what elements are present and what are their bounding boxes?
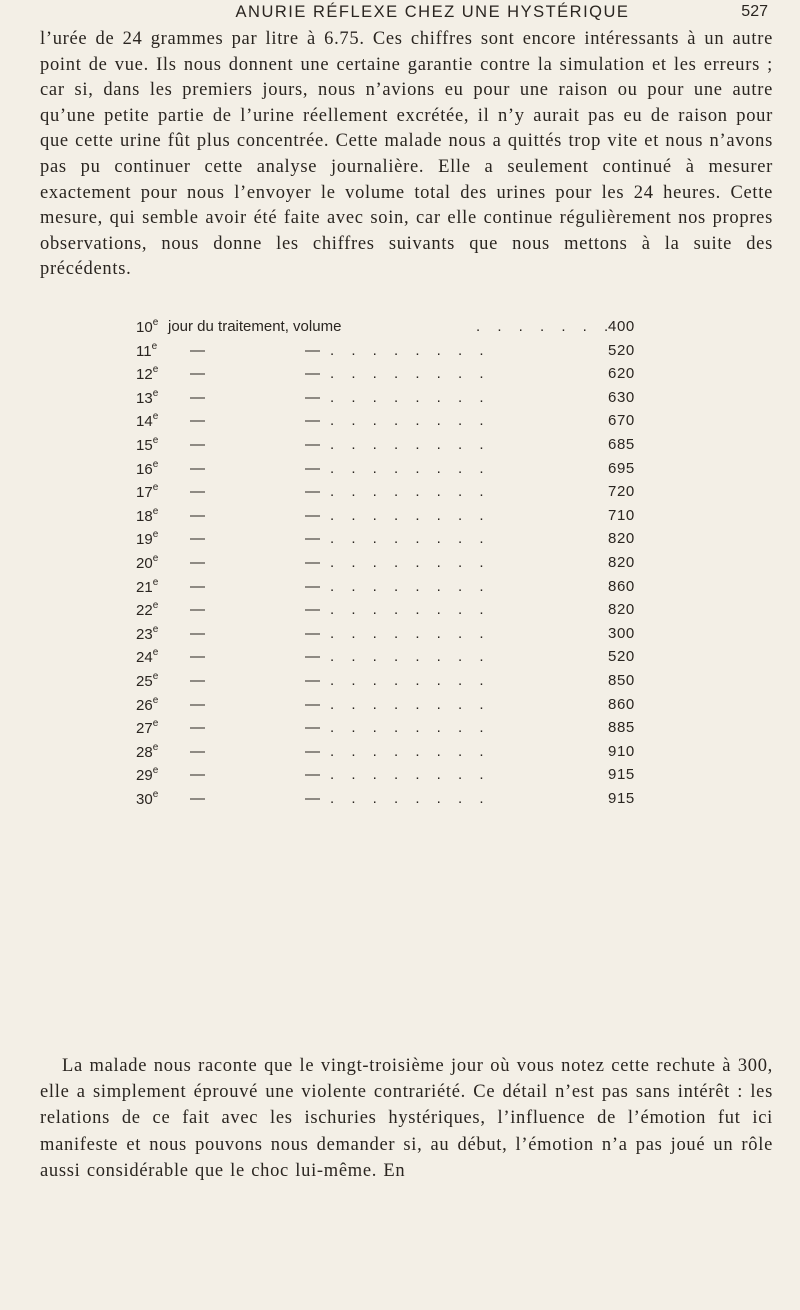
table-row [0, 460, 800, 483]
ditto-mark: — [305, 742, 320, 760]
table-row [0, 507, 800, 530]
day-number: 11e [136, 340, 158, 360]
leader-dots: . . . . . . . . [330, 601, 491, 619]
running-header [95, 0, 770, 30]
ditto-mark: — [305, 672, 320, 689]
leader-dots: . . . . . . . . [330, 695, 491, 713]
leader-dots: . . . . . . . . [330, 648, 491, 666]
day-number: 17e [136, 482, 159, 502]
ditto-mark: — [190, 506, 205, 524]
leader-dots: . . . . . . . . [330, 412, 491, 430]
day-number: 22e [136, 600, 159, 620]
volume-value: 695 [608, 459, 635, 477]
day-number: 27e [136, 718, 159, 738]
table-row [0, 554, 800, 577]
volume-value: 710 [608, 506, 635, 524]
day-number: 18e [136, 505, 159, 525]
leader-dots: . . . . . . . . [330, 436, 491, 453]
day-number: 21e [136, 576, 159, 596]
volume-value: 860 [608, 695, 635, 713]
ditto-mark: — [305, 648, 320, 666]
table-row [0, 790, 800, 813]
volume-value: 910 [608, 742, 635, 760]
day-number: 10e [136, 317, 159, 336]
table-row [0, 342, 800, 365]
day-number: 16e [136, 458, 159, 478]
leader-dots: . . . . . . . . [330, 459, 491, 477]
ditto-mark: — [305, 554, 320, 571]
ditto-mark: — [305, 365, 320, 383]
ditto-mark: — [190, 365, 205, 383]
ditto-mark: — [190, 766, 205, 784]
ditto-mark: — [305, 790, 320, 807]
day-number: 13e [136, 387, 159, 407]
table-row [0, 436, 800, 459]
volume-value: 915 [608, 766, 635, 784]
table-row [0, 625, 800, 648]
table-row [0, 648, 800, 671]
leader-dots: . . . . . . . . [330, 388, 491, 406]
table-row [0, 766, 800, 789]
leader-dots: . . . . . . . . [330, 483, 491, 501]
leader-dots: . . . . . . . . [330, 577, 491, 595]
day-number: 28e [136, 741, 159, 761]
leader-dots: . . . . . . . [476, 318, 615, 335]
table-row [0, 389, 800, 412]
leader-dots: . . . . . . . . [330, 742, 491, 760]
volume-value: 520 [608, 648, 635, 666]
volume-value: 860 [608, 577, 635, 595]
ditto-mark: — [305, 530, 320, 548]
volume-value: 915 [608, 790, 635, 807]
volume-value: 620 [608, 365, 635, 383]
ditto-mark: — [190, 388, 205, 406]
volume-value: 885 [608, 719, 635, 737]
ditto-mark: — [190, 624, 205, 642]
ditto-mark: — [305, 436, 320, 453]
ditto-mark: — [190, 412, 205, 430]
ditto-mark: — [305, 719, 320, 737]
ditto-mark: — [190, 554, 205, 571]
table-row [0, 365, 800, 388]
ditto-mark: — [190, 459, 205, 477]
table-row [0, 743, 800, 766]
ditto-mark: — [190, 695, 205, 713]
ditto-mark: — [190, 530, 205, 548]
table-row [0, 318, 800, 341]
day-number: 15e [136, 435, 159, 454]
ditto-mark: — [190, 742, 205, 760]
volume-value: 630 [608, 388, 635, 406]
row-label: jour du traitement, volume [168, 318, 342, 335]
table-row [0, 578, 800, 601]
leader-dots: . . . . . . . . [330, 624, 491, 642]
volume-value: 850 [608, 672, 635, 689]
ditto-mark: — [305, 695, 320, 713]
leader-dots: . . . . . . . . [330, 341, 491, 359]
ditto-mark: — [190, 483, 205, 501]
day-number: 29e [136, 765, 159, 785]
ditto-mark: — [305, 483, 320, 501]
ditto-mark: — [305, 388, 320, 406]
table-row [0, 672, 800, 695]
ditto-mark: — [305, 577, 320, 595]
day-number: 25e [136, 671, 159, 690]
running-title: ANURIE RÉFLEXE CHEZ UNE HYSTÉRIQUE [235, 3, 630, 21]
leader-dots: . . . . . . . . [330, 554, 491, 571]
table-row [0, 601, 800, 624]
paragraph-1: l’urée de 24 grammes par litre à 6.75. Ces chiffres sont encore intéressants à un autre point de vue. Ils nous donnent une certaine garantie contre la simulation et les erreurs ; car si, dans les premiers jours, nous n’avions eu pour une raison ou pour une autre qu’une petite partie de l’urine réellement excrétée, il n’y aurait pas eu de raison pour que cette urine fût plus concentrée. Cette malade nous a quittés trop vite et nous n’avons pas pu continuer cette analyse journalière. Elle a seulement continué à mesurer exactement pour nous l’envoyer le volume total des urines pour les 24 heures. Cette mesure, qui semble avoir été faite avec soin, car elle continue régulièrement nos propres observations, nous donne les chiffres suivants que nous mettons à la suite des précédents. [40, 29, 773, 280]
ditto-mark: — [305, 601, 320, 619]
table-row [0, 530, 800, 553]
ditto-mark: — [190, 341, 205, 359]
day-number: 23e [136, 623, 159, 643]
table-row [0, 719, 800, 742]
day-number: 24e [136, 647, 159, 667]
volume-value: 400 [608, 318, 635, 335]
ditto-mark: — [190, 790, 205, 807]
day-number: 30e [136, 789, 159, 808]
volume-value: 820 [608, 601, 635, 619]
ditto-mark: — [190, 436, 205, 453]
ditto-mark: — [190, 648, 205, 666]
ditto-mark: — [190, 601, 205, 619]
leader-dots: . . . . . . . . [330, 766, 491, 784]
day-number: 19e [136, 529, 159, 549]
volume-value: 820 [608, 530, 635, 548]
leader-dots: . . . . . . . . [330, 672, 491, 689]
day-number: 20e [136, 553, 159, 572]
paragraph-2: La malade nous raconte que le vingt-troisième jour où vous notez cette rechute à 300, elle a simplement éprouvé une violente contrariété. Ce détail n’est pas sans intérêt : les relations de ce fait avec les ischuries hystériques, l’influence de l’émotion fut ici manifeste et nous pouvons nous demander si, au début, l’émotion n’a pas joué un rôle aussi considérable que le choc lui-même. En [40, 1056, 773, 1181]
volume-value: 720 [608, 483, 635, 501]
leader-dots: . . . . . . . . [330, 530, 491, 548]
table-row [0, 483, 800, 506]
leader-dots: . . . . . . . . [330, 506, 491, 524]
ditto-mark: — [305, 459, 320, 477]
table-row [0, 412, 800, 435]
day-number: 12e [136, 364, 159, 384]
leader-dots: . . . . . . . . [330, 719, 491, 737]
day-number: 14e [136, 411, 159, 431]
volume-value: 300 [608, 624, 635, 642]
volume-value: 670 [608, 412, 635, 430]
volume-value: 520 [608, 341, 635, 359]
ditto-mark: — [190, 672, 205, 689]
volume-value: 685 [608, 436, 635, 453]
ditto-mark: — [305, 506, 320, 524]
ditto-mark: — [190, 719, 205, 737]
ditto-mark: — [305, 412, 320, 430]
ditto-mark: — [305, 624, 320, 642]
table-row [0, 696, 800, 719]
ditto-mark: — [305, 766, 320, 784]
volume-value: 820 [608, 554, 635, 571]
leader-dots: . . . . . . . . [330, 365, 491, 383]
leader-dots: . . . . . . . . [330, 790, 491, 807]
page-number: 527 [741, 3, 768, 20]
day-number: 26e [136, 694, 159, 714]
ditto-mark: — [190, 577, 205, 595]
ditto-mark: — [305, 341, 320, 359]
